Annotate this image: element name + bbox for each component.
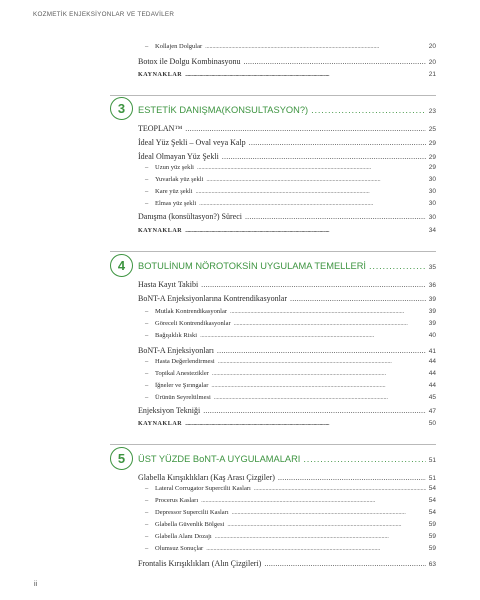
toc-page-number: 54 — [428, 497, 436, 504]
chapter-number-badge: 3 — [110, 97, 133, 120]
dot-leader — [243, 58, 425, 66]
toc-subentry-kare-yuz-sekli[interactable] — [138, 189, 436, 196]
toc-page-number: 45 — [428, 394, 436, 401]
dot-leader — [218, 359, 426, 366]
toc-subentry-glabella-alan-dozaj[interactable] — [138, 534, 436, 541]
toc-title: – Uzun yüz şekli — [138, 165, 194, 172]
toc-title: – Ürünün Seyreltilmesi — [138, 395, 211, 402]
toc-page-number: 30 — [428, 188, 436, 195]
dot-leader — [206, 177, 425, 184]
toc-page-number: 29 — [428, 164, 436, 171]
toc-chapter-heading[interactable] — [138, 262, 436, 272]
toc-page-number: 20 — [428, 59, 436, 66]
section-divider — [110, 444, 436, 445]
toc-title: – Göreceli Kontrendikasyonlar — [138, 321, 231, 328]
toc-page-number: 34 — [428, 227, 436, 234]
dot-leader — [245, 213, 426, 221]
chapter-number-badge: 4 — [110, 254, 133, 277]
toc-page-number: 23 — [428, 108, 436, 115]
toc-page-number: 41 — [428, 348, 436, 355]
toc-entry-kaynaklar[interactable] — [138, 72, 436, 79]
toc-page-number: 59 — [428, 533, 436, 540]
toc-page-number: 44 — [428, 370, 436, 377]
toc-title: – Depressor Supercilii Kasları — [138, 510, 229, 517]
toc-title: Glabella Kırışıklıkları (Kaş Arası Çizgiler) — [138, 473, 275, 482]
dot-leader — [206, 546, 426, 553]
toc-title: BoNT-A Enjeksiyonları — [138, 346, 214, 355]
dot-leader — [200, 333, 426, 340]
toc-title: İdeal Olmayan Yüz Şekli — [138, 152, 219, 161]
toc-subentry-depressor-supercilii-kaslar[interactable] — [138, 510, 436, 517]
dot-leader — [249, 139, 426, 147]
toc-page-number: 29 — [428, 140, 436, 147]
toc-title: ÜST YÜZDE BoNT-A UYGULAMALARI — [138, 454, 301, 464]
toc-entry-bont-a-enjeksiyonlar[interactable] — [138, 347, 436, 356]
toc-title: – Hasta Değerlendirmesi — [138, 359, 215, 366]
dot-leader — [211, 383, 425, 390]
dot-leader — [185, 72, 426, 78]
dot-leader — [222, 153, 426, 161]
dot-leader — [264, 560, 425, 568]
dot-leader — [185, 125, 425, 133]
toc-title: – Yuvarlak yüz şekli — [138, 177, 203, 184]
toc-title: – Elmas yüz şekli — [138, 201, 196, 208]
dot-leader — [199, 201, 426, 208]
toc-page-number: 40 — [428, 332, 436, 339]
dot-leader — [230, 309, 426, 316]
toc-page-number: 44 — [428, 382, 436, 389]
toc-subentry-olumsuz-sonuclar[interactable] — [138, 546, 436, 553]
dot-leader — [197, 165, 426, 172]
toc-title: Hasta Kayıt Takibi — [138, 280, 199, 289]
toc-title: – Topikal Anestezikler — [138, 371, 209, 378]
dot-leader — [217, 347, 426, 355]
toc-page-number: 50 — [428, 420, 436, 427]
dot-leader — [227, 522, 425, 529]
toc-entry-enjeksiyon-teknigi[interactable] — [138, 407, 436, 416]
toc-entry-botox-ile-dolgu-kombinasyonu[interactable] — [138, 58, 436, 67]
toc-page-number: 25 — [428, 126, 436, 133]
dot-leader — [185, 228, 426, 234]
dot-leader — [203, 407, 426, 415]
toc-page-number: 59 — [428, 521, 436, 528]
toc-entry-teoplan[interactable] — [138, 125, 436, 134]
dot-leader — [214, 395, 426, 402]
dot-leader — [196, 189, 426, 196]
toc-title: – Mutlak Kontrendikasyonlar — [138, 309, 227, 316]
toc-entry-frontalis-k-r-s-kl-klar-al-n-cizgileri[interactable] — [138, 560, 436, 569]
toc-page-number: 36 — [428, 282, 436, 289]
chapter-number-badge: 5 — [110, 447, 133, 470]
toc-title: Botox ile Dolgu Kombinasyonu — [138, 57, 241, 66]
dot-leader — [369, 262, 426, 271]
toc-title: KAYNAKLAR — [138, 421, 183, 427]
toc-subentry-kollajen-dolgular[interactable] — [138, 44, 436, 51]
dot-leader — [234, 321, 426, 328]
toc-title: – İğneler ve Şırıngalar — [138, 383, 208, 390]
toc-page-number: 30 — [428, 200, 436, 207]
dot-leader — [254, 486, 426, 493]
toc-subentry-hasta-degerlendirmesi[interactable] — [138, 359, 436, 366]
toc-subentry-uzun-yuz-sekli[interactable] — [138, 165, 436, 172]
toc-subentry-procerus-kaslar[interactable] — [138, 498, 436, 505]
toc-entry-kaynaklar[interactable] — [138, 421, 436, 428]
toc-subentry-topikal-anestezikler[interactable] — [138, 371, 436, 378]
toc-title: Enjeksiyon Tekniği — [138, 406, 201, 415]
toc-page-number: 39 — [428, 296, 436, 303]
toc-title: – Kollajen Dolgular — [138, 44, 202, 51]
dot-leader — [215, 534, 426, 541]
dot-leader — [311, 106, 426, 115]
toc-title: TEOPLAN™ — [138, 124, 183, 133]
toc-page-number: 39 — [428, 308, 436, 315]
page-number: ii — [34, 581, 38, 588]
toc-title: KAYNAKLAR — [138, 72, 183, 78]
toc-subentry-glabella-guvenlik-bolgesi[interactable] — [138, 522, 436, 529]
toc-entry-dan-sma-konsultasyon-sureci[interactable] — [138, 213, 436, 222]
toc-subentry-goreceli-kontrendikasyonlar[interactable] — [138, 321, 436, 328]
toc-page-number: 35 — [428, 264, 436, 271]
toc-title: Frontalis Kırışıklıkları (Alın Çizgileri) — [138, 559, 262, 568]
toc-title: – Glabella Alanı Dozajı — [138, 534, 212, 541]
toc-chapter-heading[interactable] — [138, 455, 436, 465]
dot-leader — [201, 281, 426, 289]
dot-leader — [232, 510, 426, 517]
toc-title: BOTULİNUM NÖROTOKSİN UYGULAMA TEMELLERİ — [138, 261, 366, 271]
toc-page-number: 21 — [428, 71, 436, 78]
toc-page-number: 54 — [428, 485, 436, 492]
toc-page-number: 47 — [428, 408, 436, 415]
toc-page-number: 30 — [428, 214, 436, 221]
toc-page-number: 29 — [428, 154, 436, 161]
toc-title: Danışma (konsültasyon?) Süreci — [138, 212, 242, 221]
toc-subentry-yuvarlak-yuz-sekli[interactable] — [138, 177, 436, 184]
toc-page-number: 63 — [428, 561, 436, 568]
toc-page-number: 20 — [428, 43, 436, 50]
toc-title: – Lateral Corrugator Supercilii Kasları — [138, 486, 251, 493]
running-header: KOZMETİK ENJEKSİYONLAR VE TEDAVİLER — [33, 11, 175, 18]
dot-leader — [201, 498, 426, 505]
toc-title: – Kare yüz şekli — [138, 189, 193, 196]
toc-subentry-lateral-corrugator-supercilii-kaslar[interactable] — [138, 486, 436, 493]
toc-subentry-urunun-seyreltilmesi[interactable] — [138, 395, 436, 402]
dot-leader — [205, 44, 426, 51]
toc-title: – Bağışıklık Riski — [138, 333, 197, 340]
toc-subentry-bag-s-kl-k-riski[interactable] — [138, 333, 436, 340]
toc-entry-kaynaklar[interactable] — [138, 228, 436, 235]
dot-leader — [290, 295, 426, 303]
toc-page-number: 44 — [428, 358, 436, 365]
toc-entry-ideal-yuz-sekli-oval-veya-kalp[interactable] — [138, 139, 436, 148]
toc-page-number: 30 — [428, 176, 436, 183]
toc-entry-bont-a-enjeksiyonlar-na-kontrendikasyonlar[interactable] — [138, 295, 436, 304]
section-divider — [110, 251, 436, 252]
toc-chapter-heading[interactable] — [138, 106, 436, 116]
toc-title: ESTETİK DANIŞMA(KONSULTASYON?) — [138, 105, 309, 115]
toc-entry-ideal-olmayan-yuz-sekli[interactable] — [138, 153, 436, 162]
dot-leader — [278, 474, 426, 482]
toc-title: KAYNAKLAR — [138, 228, 183, 234]
toc-title: İdeal Yüz Şekli – Oval veya Kalp — [138, 138, 246, 147]
toc-title: – Glabella Güvenlik Bölgesi — [138, 522, 224, 529]
toc-page-number: 39 — [428, 320, 436, 327]
toc-subentry-mutlak-kontrendikasyonlar[interactable] — [138, 309, 436, 316]
toc-page-number: 51 — [428, 457, 436, 464]
toc-entry-glabella-k-r-s-kl-klar-kas-aras-cizgiler[interactable] — [138, 474, 436, 483]
section-divider — [110, 95, 436, 96]
toc-title: – Olumsuz Sonuçlar — [138, 546, 203, 553]
dot-leader — [185, 421, 426, 427]
toc-subentry-igneler-ve-s-r-ngalar[interactable] — [138, 383, 436, 390]
toc-title: BoNT-A Enjeksiyonlarına Kontrendikasyonlar — [138, 294, 288, 303]
toc-entry-hasta-kay-t-takibi[interactable] — [138, 281, 436, 290]
toc-page-number: 51 — [428, 475, 436, 482]
toc-title: – Procerus Kasları — [138, 498, 198, 505]
dot-leader — [303, 455, 425, 464]
toc-subentry-elmas-yuz-sekli[interactable] — [138, 201, 436, 208]
toc-page-number: 54 — [428, 509, 436, 516]
dot-leader — [212, 371, 426, 378]
toc-page-number: 59 — [428, 545, 436, 552]
